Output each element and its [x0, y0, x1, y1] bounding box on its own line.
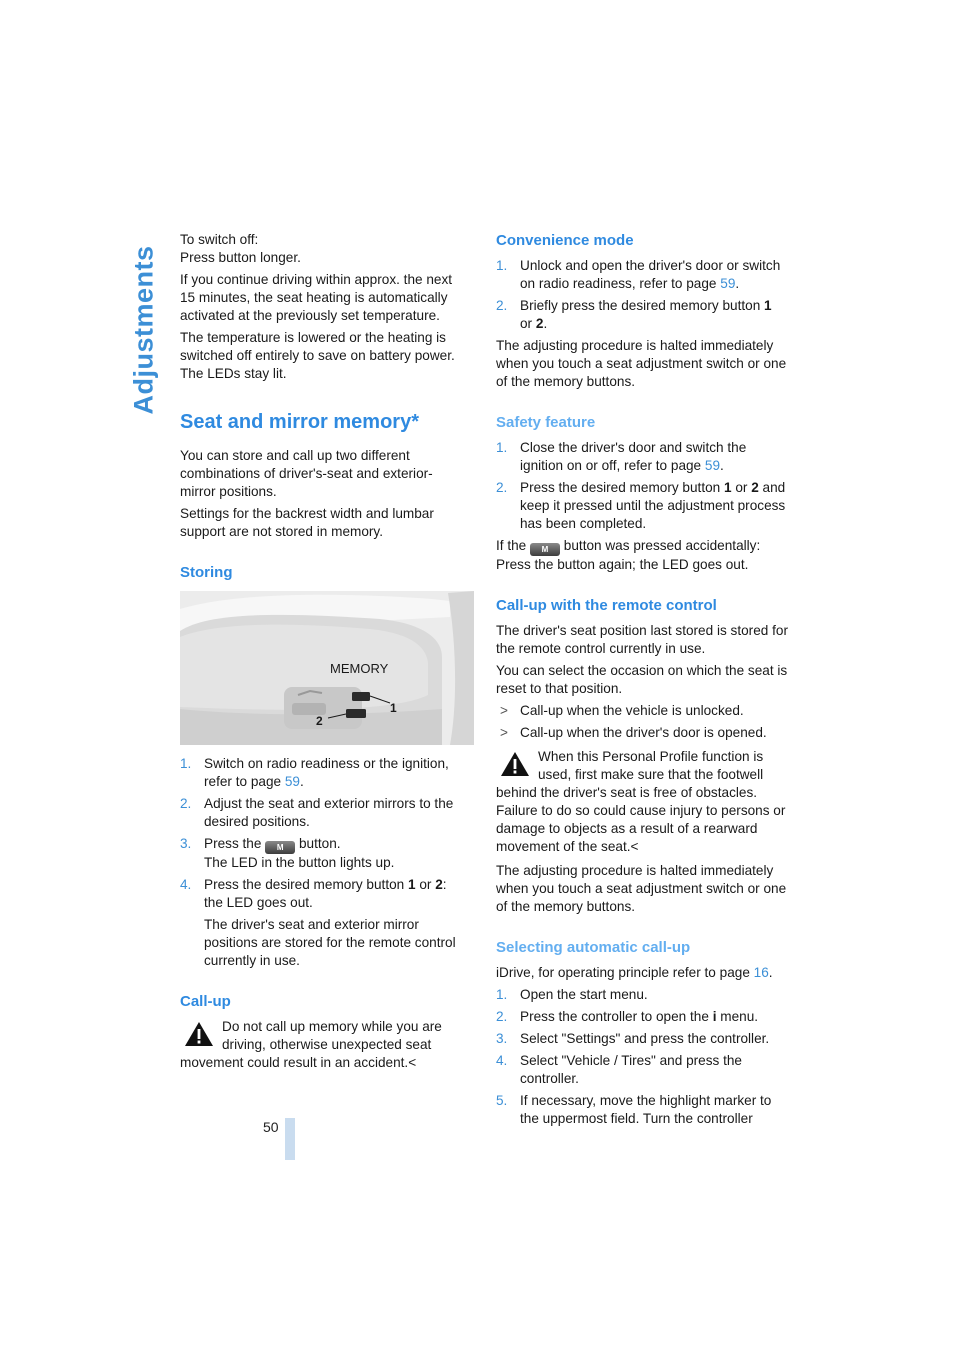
section-side-title-text: Adjustments — [129, 245, 159, 415]
seat-memory-figure — [180, 591, 474, 745]
step-number: 1. — [496, 987, 508, 1002]
step-number: 3. — [496, 1031, 508, 1046]
step-text: Press the desired memory button — [520, 480, 724, 495]
seat-illustration — [180, 591, 474, 745]
page-marker-bar — [285, 1118, 295, 1160]
page-link[interactable]: 16 — [753, 965, 769, 980]
memory-button-number: 1 — [764, 298, 772, 313]
paragraph-text: iDrive, for operating principle refer to page — [496, 965, 754, 980]
page-link[interactable]: 59 — [284, 774, 300, 789]
safety-steps — [496, 439, 790, 533]
step-text: Switch on radio readiness or the ignition, refer to page — [204, 756, 449, 789]
memory-button-number: 2 — [751, 480, 759, 495]
step-text: Briefly press the desired memory button — [520, 298, 765, 313]
list-item — [180, 835, 467, 872]
switch-off-text: Press button longer. — [180, 250, 301, 265]
automatic-steps — [496, 986, 790, 1128]
remote-options — [496, 702, 790, 742]
warning-text: Do not call up memory while you are driving, otherwise unexpected seat movement could result in an accident. — [180, 1019, 442, 1070]
step-number: 1. — [496, 258, 508, 273]
step-number: 2. — [180, 796, 192, 811]
page-link[interactable]: 59 — [720, 276, 736, 291]
paragraph-text: . — [768, 965, 773, 980]
step-text: menu. — [716, 1009, 759, 1024]
step-text: Press the controller to open the — [520, 1009, 713, 1024]
list-item — [496, 702, 790, 720]
warning-text: When this Personal Profile function is used, first make sure that the footwell behind the driver's seat is free of obstacles. Failure to do so could cause injury to persons or damage to objects as a result of a rearward movement of the seat. — [496, 749, 786, 854]
step-number: 2. — [496, 480, 508, 495]
step-number: 2. — [496, 298, 508, 313]
list-item — [496, 1092, 790, 1128]
memory-m-button-icon: M — [530, 543, 560, 556]
section-heading: Seat and mirror memory* — [180, 411, 419, 433]
callout-1: 1 — [390, 701, 397, 715]
warning-note — [496, 748, 790, 856]
convenience-paragraph: The adjusting procedure is halted immediately when you touch a seat adjustment switch or one of the memory buttons. — [496, 338, 787, 389]
step-text: Unlock and open the driver's door or switch on radio readiness, refer to page — [520, 258, 781, 291]
paragraph-text: If the — [496, 538, 531, 553]
storing-steps — [180, 755, 467, 970]
section-paragraph: You can store and call up two different combinations of driver's-seat and exterior-mirror positions. — [180, 448, 433, 499]
list-item — [496, 1030, 790, 1048]
step-text: or — [520, 316, 536, 331]
intro-paragraph: The temperature is lowered or the heating is switched off entirely to save on battery power. The LEDs stay lit. — [180, 330, 455, 381]
warning-note — [180, 1018, 467, 1072]
callup-heading: Call-up — [180, 993, 231, 1010]
memory-m-button-icon: M — [265, 841, 295, 854]
right-column — [496, 231, 790, 1132]
bullet-marker: > — [500, 703, 508, 718]
left-column — [180, 231, 467, 1078]
step-text: and keep it pressed until the adjustment process has been completed. — [520, 480, 786, 531]
section-side-title — [124, 240, 164, 420]
step-number: 2. — [496, 1009, 508, 1024]
switch-off-label: To switch off: — [180, 232, 259, 247]
automatic-intro — [496, 964, 790, 982]
list-item — [496, 986, 790, 1004]
list-item — [180, 795, 467, 831]
step-number: 1. — [496, 440, 508, 455]
memory-button-2-icon — [346, 709, 366, 718]
step-text: Select "Settings" and press the controller. — [520, 1031, 770, 1046]
bullet-marker: > — [500, 725, 508, 740]
safety-heading: Safety feature — [496, 414, 596, 431]
storing-heading: Storing — [180, 564, 233, 581]
memory-button-number: 1 — [724, 480, 732, 495]
bullet-text: Call-up when the driver's door is opened. — [520, 725, 767, 740]
list-item — [180, 755, 467, 791]
list-item — [496, 479, 790, 533]
automatic-heading: Selecting automatic call-up — [496, 939, 691, 956]
remote-heading: Call-up with the remote control — [496, 597, 717, 614]
list-item — [496, 724, 790, 742]
step-text: Adjust the seat and exterior mirrors to the desired positions. — [204, 796, 454, 829]
step-number: 4. — [180, 877, 192, 892]
remote-paragraph: You can select the occasion on which the seat is reset to that position. — [496, 663, 788, 696]
list-item — [180, 876, 467, 970]
list-item — [496, 1008, 790, 1026]
convenience-heading: Convenience mode — [496, 232, 634, 249]
memory-label: MEMORY — [330, 661, 389, 676]
end-mark: < — [408, 1055, 417, 1070]
step-text: . — [543, 316, 548, 331]
list-item — [496, 1052, 790, 1088]
memory-button-number: 2 — [435, 877, 443, 892]
info-menu-icon: i — [712, 1009, 717, 1024]
list-item — [496, 297, 790, 333]
section-paragraph: Settings for the backrest width and lumbar support are not stored in memory. — [180, 506, 434, 539]
memory-button-number: 1 — [408, 877, 416, 892]
step-text: or — [415, 877, 436, 892]
memory-button-number: 2 — [535, 316, 544, 331]
warning-triangle-icon — [500, 751, 530, 777]
step-text: or — [731, 480, 752, 495]
step-text: button. — [295, 836, 341, 851]
step-text: The LED in the button lights up. — [204, 855, 395, 870]
step-number: 1. — [180, 756, 192, 771]
convenience-steps — [496, 257, 790, 333]
step-text: Close the driver's door and switch the ignition on or off, refer to page — [520, 440, 747, 473]
switch-off-block — [180, 231, 467, 267]
step-number: 5. — [496, 1093, 508, 1108]
warning-triangle-icon — [184, 1021, 214, 1047]
list-item — [496, 257, 790, 293]
bullet-text: Call-up when the vehicle is unlocked. — [520, 703, 744, 718]
paragraph-text: button was pressed accidentally: Press the button again; the LED goes out. — [496, 538, 761, 572]
step-number: 3. — [180, 836, 192, 851]
step-text: Press the desired memory button — [204, 877, 408, 892]
step-text: If necessary, move the highlight marker to the uppermost field. Turn the controller — [520, 1093, 772, 1126]
step-number: 4. — [496, 1053, 508, 1068]
safety-paragraph — [496, 537, 790, 574]
step-text: Press the — [204, 836, 266, 851]
remote-paragraph: The adjusting procedure is halted immediately when you touch a seat adjustment switch or one of the memory buttons. — [496, 863, 787, 914]
remote-paragraph: The driver's seat position last stored is stored for the remote control currently in use. — [496, 623, 788, 656]
page-link[interactable]: 59 — [704, 458, 721, 473]
memory-button-1-icon — [352, 692, 370, 701]
step-text: . — [299, 774, 304, 789]
step-text: : the LED goes out. — [204, 877, 447, 910]
step-text: Select "Vehicle / Tires" and press the controller. — [520, 1053, 742, 1086]
step-subtext: The driver's seat and exterior mirror positions are stored for the remote control currently in use. — [204, 917, 456, 968]
step-text: . — [720, 458, 724, 473]
page-number: 50 — [263, 1119, 279, 1135]
list-item — [496, 439, 790, 475]
callout-2: 2 — [316, 714, 323, 728]
step-text: . — [735, 276, 740, 291]
intro-paragraph: If you continue driving within approx. the next 15 minutes, the seat heating is automatically activated at the previously set temperature. — [180, 272, 453, 323]
end-mark: < — [630, 839, 639, 854]
step-text: Open the start menu. — [520, 987, 648, 1002]
